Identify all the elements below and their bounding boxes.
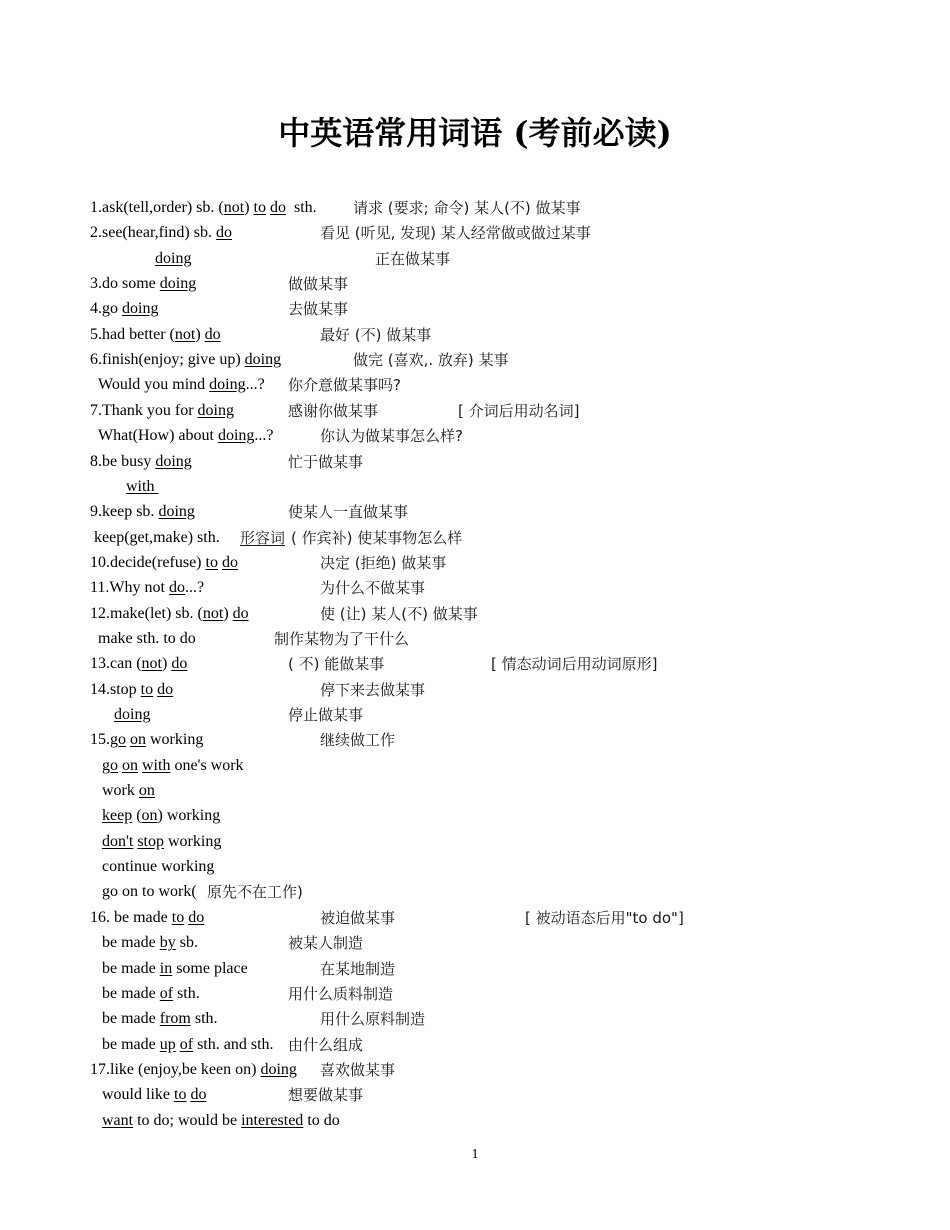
underlined-word: on — [122, 757, 138, 774]
underlined-word: do — [188, 909, 205, 926]
phrase-text: ) working — [157, 807, 221, 824]
phrase-en — [90, 400, 234, 422]
phrase-text: be made — [102, 960, 160, 977]
phrase-text: ( — [132, 807, 142, 824]
phrase-en — [90, 451, 192, 473]
phrase-text: sth. — [190, 1010, 218, 1027]
underlined-word: do — [204, 326, 221, 343]
phrase-en — [90, 1059, 297, 1081]
phrase-en — [102, 1110, 340, 1132]
underlined-word: do — [157, 681, 174, 698]
phrase-zh: ( 作宾补) 使某事物怎么样 — [291, 529, 463, 547]
phrase-zh: 喜欢做某事 — [320, 1061, 396, 1079]
phrase-en — [102, 755, 244, 777]
phrase-en — [126, 476, 158, 498]
phrase-en — [90, 907, 204, 929]
phrase-text: Would you mind — [98, 376, 210, 393]
phrase-text: 2.see(hear,find) sb. — [90, 224, 216, 241]
underlined-word: doing — [114, 706, 151, 723]
underlined-word: of — [159, 985, 174, 1002]
phrase-zh: ( 不) 能做某事 — [288, 655, 385, 673]
underlined-word: doing — [244, 351, 282, 368]
phrase-en — [90, 653, 187, 675]
underlined-word: from — [159, 1010, 191, 1027]
phrase-en — [102, 780, 155, 802]
underlined-word: not — [202, 605, 224, 622]
page-title: 中英语常用词语 (考前必读) — [278, 114, 672, 152]
phrase-zh: 制作某物为了干什么 — [274, 630, 410, 648]
underlined-word: on — [138, 782, 155, 799]
phrase-zh: 你认为做某事怎么样? — [320, 427, 463, 445]
phrase-text: 7.Thank you for — [90, 402, 198, 419]
phrase-text: ...? — [184, 579, 205, 596]
phrase-text: 3.do some — [90, 275, 160, 292]
underlined-word: keep — [102, 807, 133, 824]
phrase-en — [90, 298, 158, 320]
underlined-word: not — [223, 199, 245, 216]
phrase-text: 12.make(let) sb. ( — [90, 605, 203, 622]
phrase-zh: 继续做工作 — [320, 731, 396, 749]
phrase-zh: 原先不在工作) — [207, 883, 303, 901]
underlined-word: do — [221, 554, 238, 571]
phrase-en — [90, 552, 238, 574]
phrase-en — [102, 958, 248, 980]
phrase-text: sth. — [173, 985, 200, 1002]
phrase-text: ) — [195, 326, 205, 343]
underlined-word: doing — [158, 503, 195, 520]
phrase-zh: 使 (让) 某人(不) 做某事 — [320, 605, 478, 623]
phrase-zh: 请求 (要求; 命令) 某人(不) 做某事 — [353, 199, 581, 217]
underlined-word: do — [232, 605, 249, 622]
phrase-text: one's work — [170, 757, 244, 774]
phrase-text: 16. be made — [90, 909, 172, 926]
phrase-en — [90, 577, 204, 599]
phrase-text: ) — [161, 655, 172, 672]
underlined-word: not — [174, 326, 196, 343]
phrase-text: be made — [102, 985, 160, 1002]
phrase-en — [102, 856, 214, 878]
phrase-text: be made — [102, 1010, 160, 1027]
phrase-zh: 被某人制造 — [288, 934, 364, 952]
phrase-text: 9.keep sb. — [90, 503, 159, 520]
phrase-en — [90, 324, 221, 346]
phrase-text: keep(get,make) sth. — [94, 529, 236, 546]
phrase-text: make sth. to do — [98, 630, 196, 647]
phrase-text: 15. — [90, 731, 110, 748]
underlined-word: do — [269, 199, 286, 216]
underlined-word: doing — [260, 1061, 297, 1078]
phrase-en — [102, 881, 197, 903]
phrase-zh: 用什么原料制造 — [320, 1010, 426, 1028]
phrase-en — [90, 679, 173, 701]
underlined-word: not — [141, 655, 162, 672]
phrase-text: 11.Why not — [90, 579, 169, 596]
underlined-word: doing — [155, 250, 192, 267]
phrase-zh: 去做某事 — [288, 300, 349, 318]
phrase-en — [102, 983, 200, 1005]
page-number: 1 — [471, 1147, 479, 1162]
phrase-zh: 做完 (喜欢,. 放弃) 某事 — [353, 351, 509, 369]
underlined-word: with — [142, 757, 171, 774]
phrase-zh: 最好 (不) 做某事 — [320, 326, 432, 344]
phrase-en — [94, 527, 236, 549]
underlined-word: to — [253, 199, 266, 216]
phrase-text: ...? — [245, 376, 265, 393]
phrase-text: go on to work( — [102, 883, 197, 900]
phrase-zh: 形容词 — [240, 529, 286, 547]
phrase-zh: [ 介词后用动名词] — [458, 402, 580, 420]
underlined-word: on — [141, 807, 158, 824]
phrase-zh: 为什么不做某事 — [320, 579, 426, 597]
underlined-word: to — [174, 1086, 187, 1103]
phrase-text: 5.had better ( — [90, 326, 175, 343]
phrase-text: working — [164, 833, 222, 850]
underlined-word: to — [140, 681, 154, 698]
phrase-zh: [ 情态动词后用动词原形] — [491, 655, 658, 673]
phrase-zh: 看见 (听见, 发现) 某人经常做或做过某事 — [320, 224, 591, 242]
phrase-text: to do; would be — [133, 1112, 242, 1129]
phrase-zh: 做做某事 — [288, 275, 349, 293]
underlined-word: doing — [122, 300, 159, 317]
phrase-zh: 停止做某事 — [288, 706, 364, 724]
phrase-en — [90, 603, 249, 625]
phrase-en — [90, 197, 317, 219]
phrase-text: be made — [102, 934, 160, 951]
phrase-zh: 使某人一直做某事 — [288, 503, 409, 521]
underlined-word: doing — [197, 402, 234, 419]
phrase-text: work — [102, 782, 139, 799]
underlined-word: do — [190, 1086, 207, 1103]
phrase-en — [102, 805, 220, 827]
phrase-text: to do — [303, 1112, 340, 1129]
phrase-en — [114, 704, 150, 726]
phrase-zh: 忙于做某事 — [288, 453, 364, 471]
phrase-zh: 停下来去做某事 — [320, 681, 426, 699]
phrase-text: ) — [244, 199, 254, 216]
underlined-word: do — [215, 224, 232, 241]
phrase-text: 10.decide(refuse) — [90, 554, 206, 571]
phrase-en — [90, 501, 195, 523]
phrase-en — [102, 1034, 274, 1056]
underlined-word: doing — [217, 427, 255, 444]
underlined-word: doing — [159, 275, 197, 292]
phrase-text: ) — [223, 605, 233, 622]
phrase-text: 14.stop — [90, 681, 141, 698]
phrase-text: some place — [172, 960, 248, 977]
phrase-zh: 用什么质料制造 — [288, 985, 394, 1003]
underlined-word: to — [205, 554, 218, 571]
phrase-zh: 想要做某事 — [288, 1086, 364, 1104]
underlined-word: of — [179, 1036, 194, 1053]
phrase-zh: 正在做某事 — [375, 250, 451, 268]
phrase-zh: 感谢你做某事 — [288, 402, 379, 420]
phrase-text: 13.can ( — [90, 655, 142, 672]
phrase-text: 8.be busy — [90, 453, 156, 470]
phrase-text: be made — [102, 1036, 160, 1053]
phrase-en — [90, 349, 281, 371]
phrase-text: working — [146, 731, 204, 748]
phrase-text: 17.like (enjoy,be keen on) — [90, 1061, 261, 1078]
phrase-en — [90, 729, 203, 751]
underlined-word: do — [168, 579, 185, 596]
underlined-word: on — [130, 731, 146, 748]
phrase-text: 6.finish(enjoy; give up) — [90, 351, 245, 368]
phrase-text: continue working — [102, 858, 215, 875]
phrase-text: ...? — [254, 427, 274, 444]
underlined-word: by — [159, 934, 176, 951]
phrase-text: What(How) about — [98, 427, 218, 444]
phrase-en — [102, 1008, 218, 1030]
phrase-en — [102, 1084, 206, 1106]
phrase-zh: 在某地制造 — [320, 960, 396, 978]
underlined-word: want — [102, 1112, 134, 1129]
underlined-word: doing — [155, 453, 192, 470]
underlined-word: to — [171, 909, 185, 926]
phrase-en — [98, 374, 265, 396]
underlined-word: go — [102, 757, 118, 774]
phrase-text: sth. and sth. — [193, 1036, 274, 1053]
phrase-zh: 被迫做某事 — [320, 909, 396, 927]
phrase-en — [98, 425, 274, 447]
underlined-word: in — [159, 960, 173, 977]
phrase-en — [102, 831, 221, 853]
phrase-zh: 由什么组成 — [288, 1036, 364, 1054]
underlined-word: don't — [102, 833, 134, 850]
phrase-zh: 决定 (拒绝) 做某事 — [320, 554, 447, 572]
underlined-word: interested — [241, 1112, 304, 1129]
phrase-en — [90, 273, 196, 295]
phrase-text: sth. — [285, 199, 317, 216]
underlined-word: stop — [137, 833, 164, 850]
underlined-word: up — [159, 1036, 176, 1053]
phrase-zh: 你介意做某事吗? — [288, 376, 401, 394]
phrase-en — [90, 222, 232, 244]
phrase-text: 4.go — [90, 300, 122, 317]
phrase-en — [102, 932, 198, 954]
underlined-word: go — [110, 731, 126, 748]
underlined-word: doing — [209, 376, 246, 393]
phrase-en — [98, 628, 196, 650]
phrase-text: sb. — [175, 934, 198, 951]
underlined-word: with — [126, 478, 159, 495]
underlined-word: do — [171, 655, 188, 672]
phrase-text: would like — [102, 1086, 174, 1103]
phrase-en — [155, 248, 191, 270]
phrase-text: 1.ask(tell,order) sb. ( — [90, 199, 224, 216]
phrase-zh: [ 被动语态后用"to do"] — [525, 909, 684, 927]
